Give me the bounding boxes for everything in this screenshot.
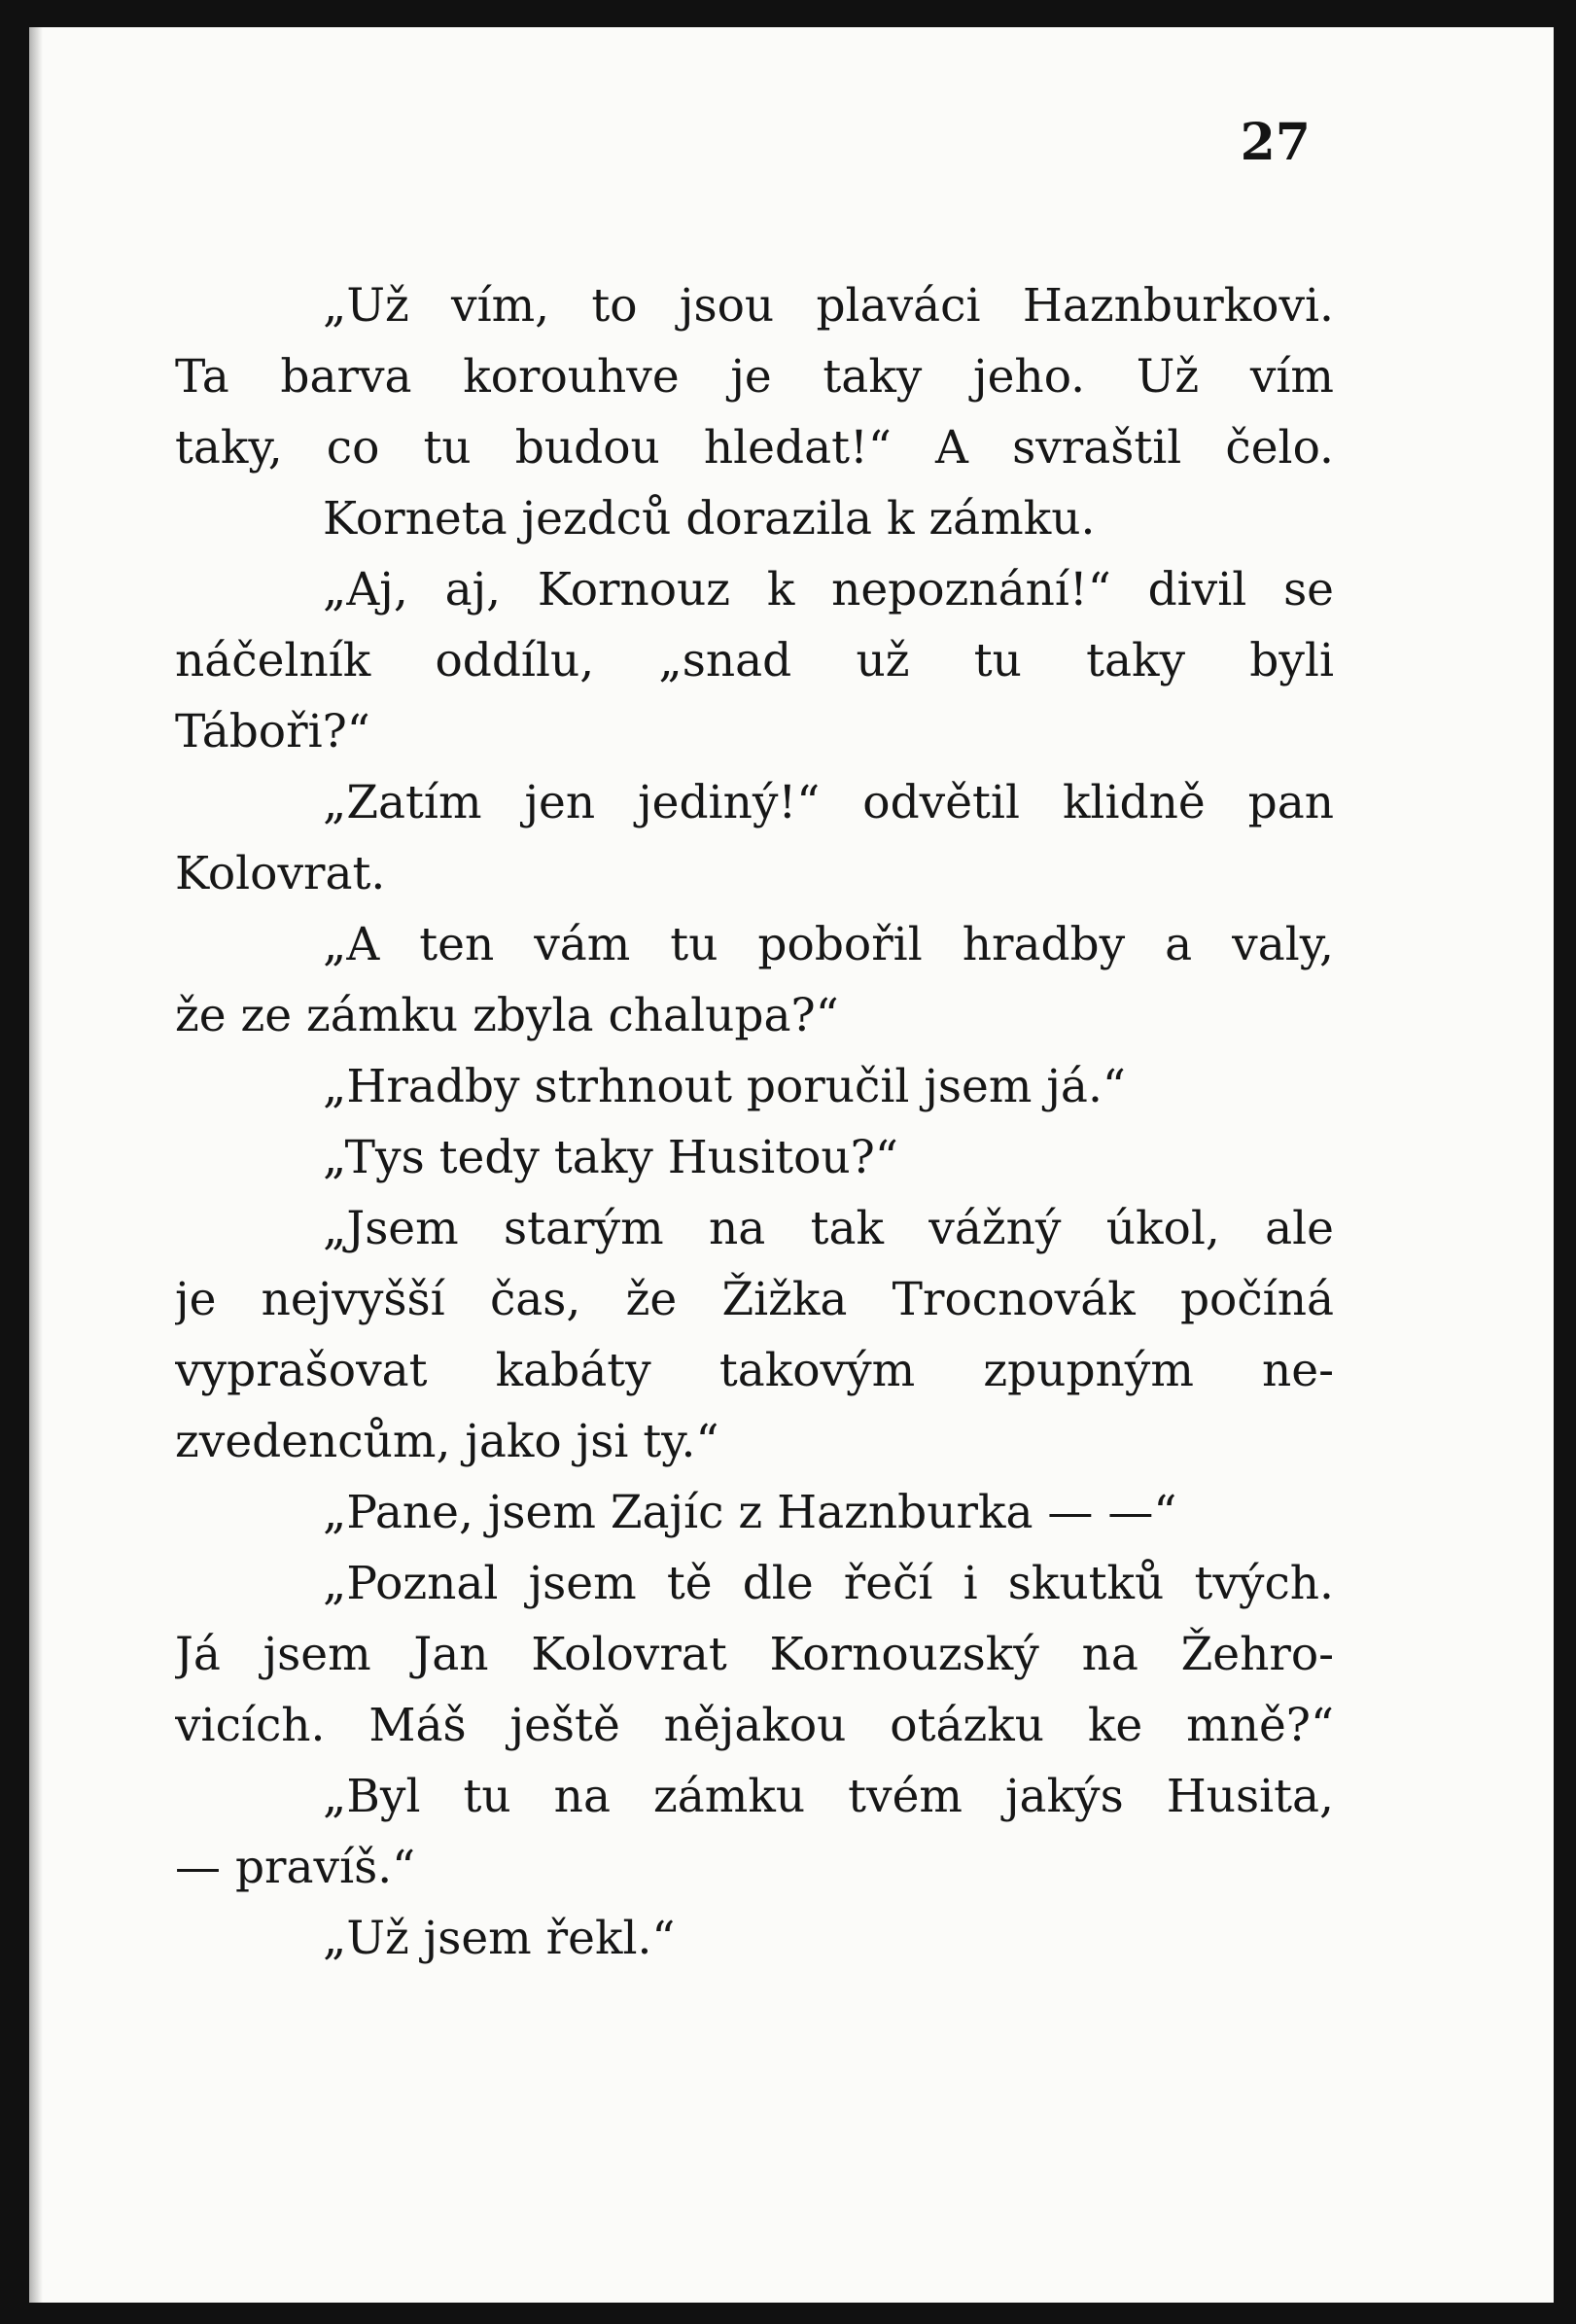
book-page bbox=[29, 27, 1554, 2303]
text-line: „Tys tedy taky Husitou?“ bbox=[323, 1131, 898, 1184]
text-line: vicích. Máš ještě nějakou otázku ke mně?“ bbox=[175, 1699, 1334, 1752]
text-line: zvedencům, jako jsi ty.“ bbox=[175, 1415, 719, 1468]
text-line: Já jsem Jan Kolovrat Kornouzský na Žehro- bbox=[175, 1628, 1334, 1681]
text-line: „Hradby strhnout poručil jsem já.“ bbox=[323, 1060, 1126, 1113]
text-line: „Už jsem řekl.“ bbox=[323, 1912, 676, 1965]
page-number: 27 bbox=[1240, 113, 1311, 172]
text-line: Kolovrat. bbox=[175, 847, 386, 900]
text-line: „Už vím, to jsou plaváci Haznburkovi. bbox=[323, 279, 1334, 333]
text-line: „Byl tu na zámku tvém jakýs Husita, bbox=[323, 1770, 1334, 1823]
text-line: je nejvyšší čas, že Žižka Trocnovák počíná bbox=[175, 1273, 1334, 1326]
text-line: „Aj, aj, Kornouz k nepoznání!“ divil se bbox=[323, 563, 1334, 616]
text-line: „Pane, jsem Zajíc z Haznburka — —“ bbox=[323, 1486, 1177, 1539]
text-line: že ze zámku zbyla chalupa?“ bbox=[175, 989, 839, 1042]
text-line: Ta barva korouhve je taky jeho. Už vím bbox=[175, 350, 1334, 404]
text-line: taky, co tu budou hledat!“ A svraštil čelo. bbox=[175, 421, 1334, 475]
text-line: „Jsem starým na tak vážný úkol, ale bbox=[323, 1202, 1334, 1255]
text-line: vyprašovat kabáty takovým zpupným ne- bbox=[175, 1344, 1334, 1397]
text-line: Korneta jezdců dorazila k zámku. bbox=[323, 492, 1096, 546]
page-edge-shadow bbox=[29, 27, 43, 2303]
text-line: „Poznal jsem tě dle řečí i skutků tvých. bbox=[323, 1557, 1334, 1610]
text-line: náčelník oddílu, „snad už tu taky byli bbox=[175, 634, 1334, 687]
body-text bbox=[175, 270, 1334, 1974]
text-line: „Zatím jen jediný!“ odvětil klidně pan bbox=[323, 776, 1334, 829]
text-line: Táboři?“ bbox=[175, 705, 370, 758]
text-line: — pravíš.“ bbox=[175, 1841, 416, 1894]
text-line: „A ten vám tu pobořil hradby a valy, bbox=[323, 918, 1334, 971]
